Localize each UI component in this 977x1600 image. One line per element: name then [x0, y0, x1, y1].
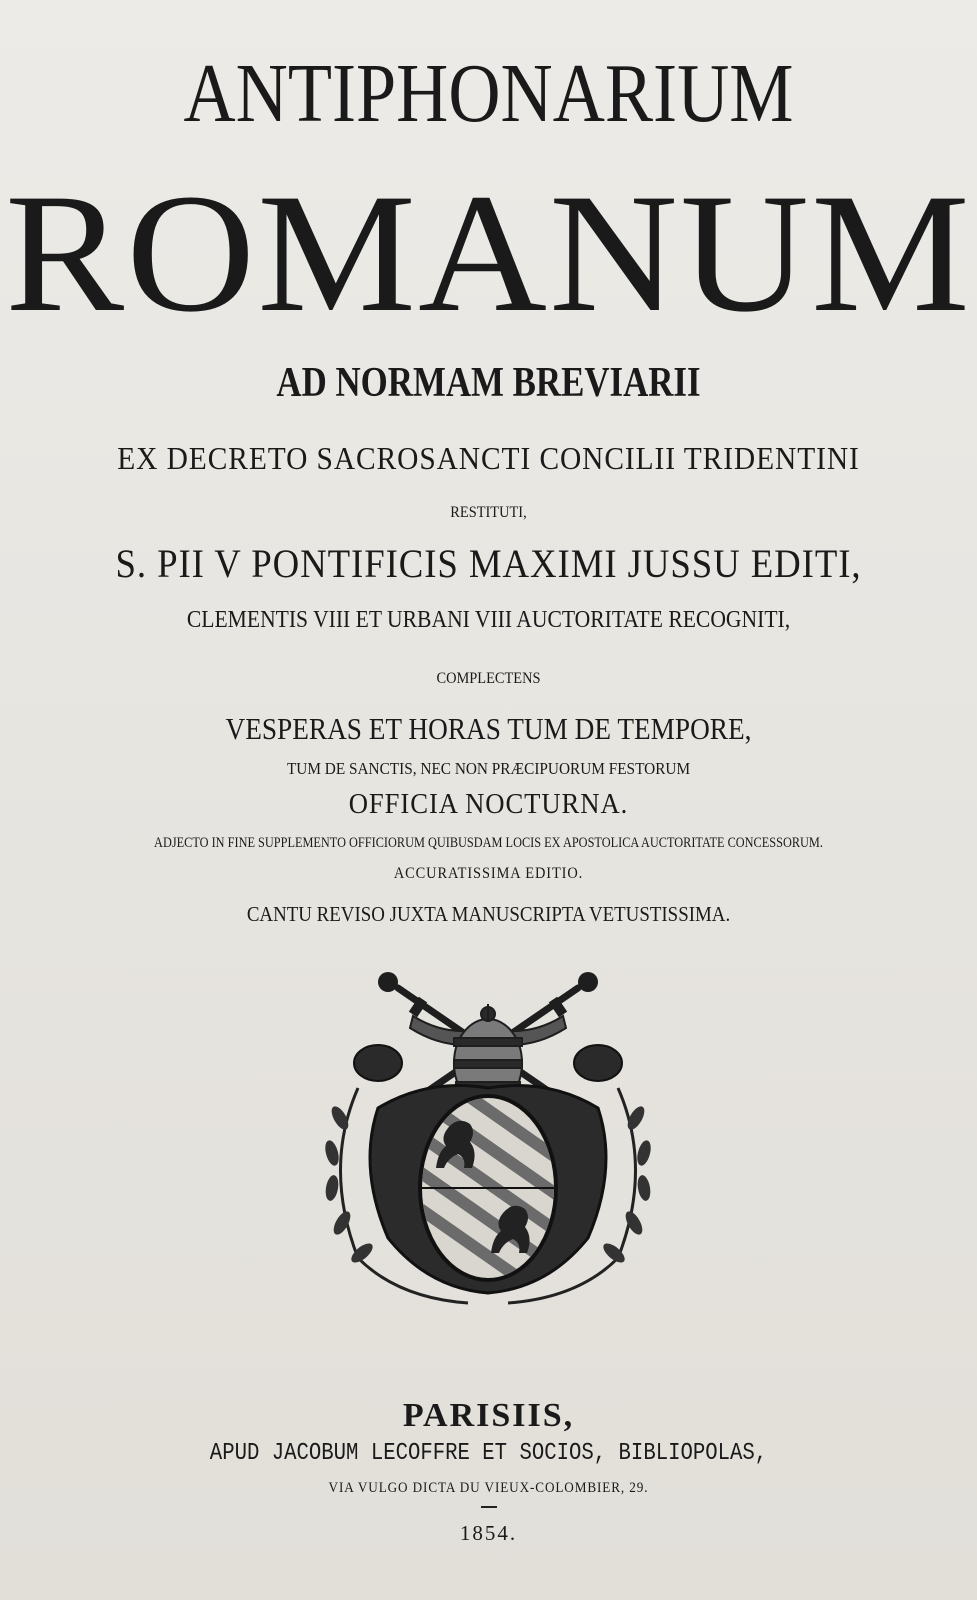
- subtitle-officia-nocturna: OFFICIA NOCTURNA.: [348, 788, 629, 820]
- subtitle-ex-decreto: EX DECRETO SACROSANCTI CONCILII TRIDENTINI: [117, 440, 860, 476]
- subtitle-vesperas: VESPERAS ET HORAS TUM DE TEMPORE,: [225, 711, 752, 746]
- imprint-year: 1854.: [459, 1521, 518, 1545]
- subtitle-clementis: CLEMENTIS VIII ET URBANI VIII AUCTORITATE RECOGNITI,: [186, 607, 791, 633]
- imprint-address: VIA VULGO DICTA DU VIEUX-COLOMBIER, 29.: [328, 1480, 649, 1496]
- subtitle-cantu-reviso: CANTU REVISO JUXTA MANUSCRIPTA VETUSTISSIMA.: [246, 902, 731, 926]
- imprint-city: PARISIIS,: [402, 1397, 575, 1434]
- imprint-divider: [481, 1506, 497, 1508]
- subtitle-restituti: RESTITUTI,: [450, 504, 527, 521]
- title-line-romanum: ROMANUM: [5, 159, 972, 347]
- subtitle-adjecto: ADJECTO IN FINE SUPPLEMENTO OFFICIORUM QUIBUSDAM LOCIS EX APOSTOLICA AUCTORITATE CONCESSORUM.: [154, 835, 823, 851]
- subtitle-complectens: COMPLECTENS: [436, 670, 541, 687]
- subtitle-accuratissima: ACCURATISSIMA EDITIO.: [393, 865, 584, 882]
- imprint-publisher: APUD JACOBUM LECOFFRE ET SOCIOS, BIBLIOPOLAS,: [209, 1440, 768, 1467]
- subtitle-ad-normam: AD NORMAM BREVIARII: [276, 360, 701, 406]
- subtitle-tum-de-sanctis: TUM DE SANCTIS, NEC NON PRÆCIPUORUM FESTORUM: [286, 759, 691, 778]
- title-line-antiphonarium: ANTIPHONARIUM: [183, 47, 794, 140]
- papal-coat-of-arms-icon: [318, 968, 658, 1313]
- subtitle-pii-v: S. PII V PONTIFICIS MAXIMI JUSSU EDITI,: [115, 541, 862, 586]
